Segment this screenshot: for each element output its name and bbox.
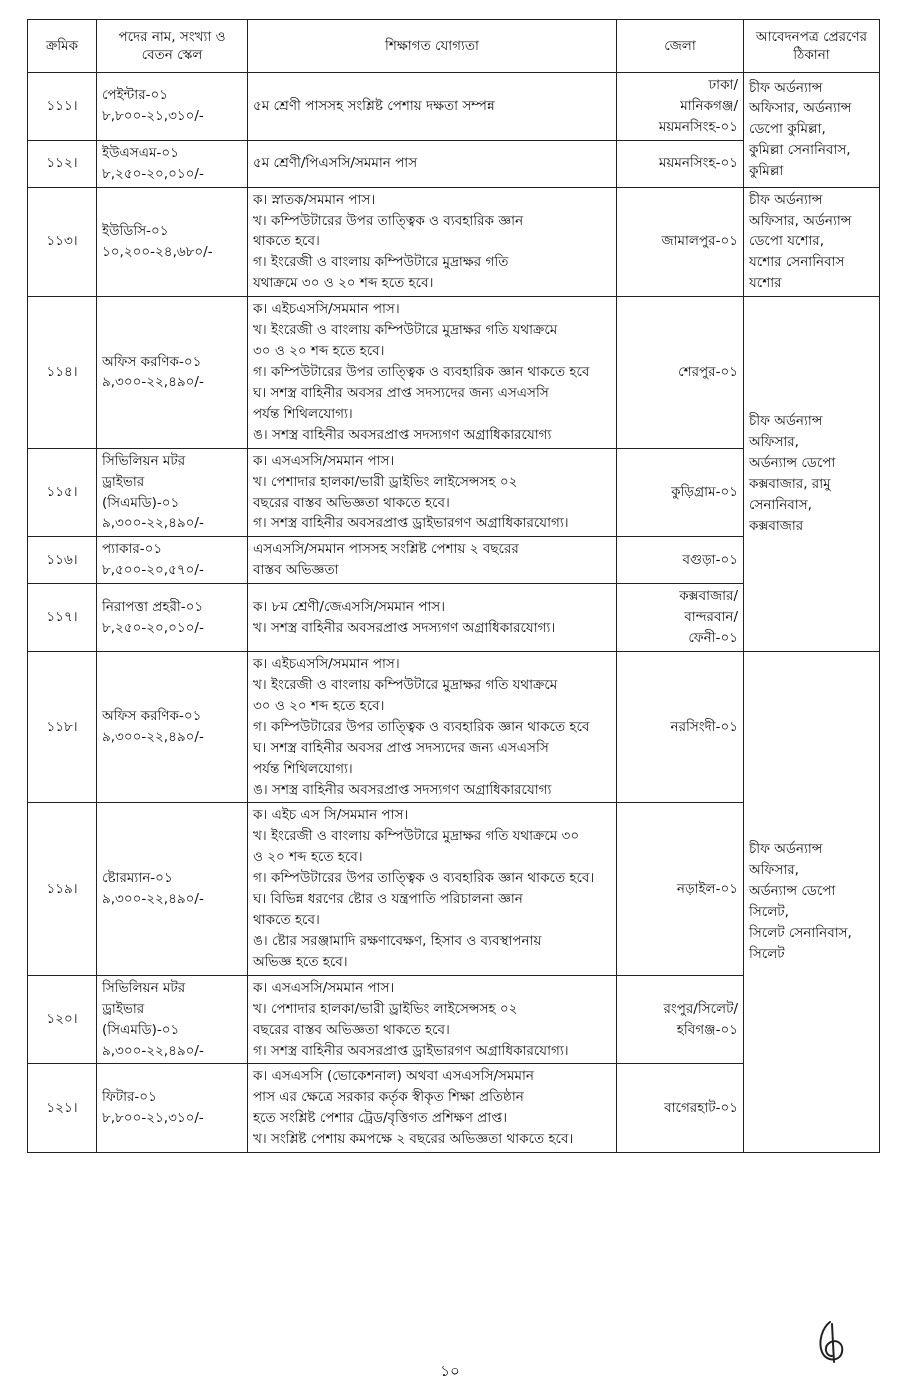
address-cell bbox=[744, 187, 880, 297]
post-cell bbox=[97, 803, 248, 975]
district-cell bbox=[617, 187, 744, 297]
district-cell-line: কক্সবাজার/ bbox=[679, 588, 738, 605]
district-cell bbox=[617, 651, 744, 802]
address-cell-line: কক্সবাজার, রামু bbox=[749, 476, 831, 493]
district-cell bbox=[617, 73, 744, 141]
post-cell bbox=[97, 537, 248, 584]
serial-cell: ১১৫। bbox=[28, 448, 97, 537]
address-cell-line: ডেপো যশোর, bbox=[749, 233, 825, 250]
qualification-cell-line: ও ২০ শব্দ হতে হবে। bbox=[253, 849, 363, 866]
post-cell bbox=[97, 187, 248, 297]
qualification-cell-line: ৫ম শ্রেণী পাসসহ সংশ্লিষ্ট পেশায় দক্ষতা সম্পন্ন bbox=[253, 97, 495, 114]
serial-cell: ১২০। bbox=[28, 975, 97, 1064]
qualification-cell bbox=[248, 584, 617, 652]
address-cell-line: অফিসার, অর্ডন্যান্স bbox=[749, 212, 852, 229]
qualification-cell-line: খ। সংশ্লিষ্ট পেশায় কমপক্ষে ২ বছরের অভিজ্ঞতা থাকতে হবে। bbox=[253, 1131, 574, 1148]
header-district: জেলা bbox=[617, 20, 744, 73]
job-table bbox=[27, 19, 880, 1153]
district-cell-line: ময়মনসিংহ-০১ bbox=[658, 118, 738, 135]
post-cell-line: সিভিলিয়ন মটর bbox=[102, 452, 186, 469]
qualification-cell-line: ৫ম শ্রেণী/পিএসসি/সমমান পাস bbox=[253, 155, 418, 172]
post-cell bbox=[97, 297, 248, 448]
table-row bbox=[28, 297, 880, 448]
qualification-cell-line: খ। কম্পিউটারের উপর তাত্ত্বিক ও ব্যবহারিক জ্ঞান bbox=[253, 212, 524, 229]
address-cell-line: যশোর সেনানিবাস bbox=[749, 254, 845, 271]
post-cell-line: নিরাপত্তা প্রহরী-০১ bbox=[102, 598, 204, 615]
qualification-cell bbox=[248, 537, 617, 584]
qualification-cell-line: ক। ৮ম শ্রেণী/জেএসসি/সমমান পাস। bbox=[253, 598, 446, 615]
qualification-cell-line: এসএসসি/সমমান পাসসহ সংশ্লিষ্ট পেশায় ২ বছরের bbox=[253, 541, 519, 558]
district-cell-line: শেরপুর-০১ bbox=[678, 363, 738, 380]
qualification-cell-line: খ। ইংরেজী ও বাংলায় কম্পিউটারে মুদ্রাক্ষর গতি যথাক্রমে ৩০ bbox=[253, 828, 580, 845]
post-cell bbox=[97, 1064, 248, 1153]
post-cell-line: (সিএমডি)-০১ bbox=[102, 1021, 180, 1038]
address-cell bbox=[744, 651, 880, 1152]
table-row bbox=[28, 73, 880, 141]
qualification-cell bbox=[248, 297, 617, 448]
post-cell-line: ৮,২৫০-২০,০১০/- bbox=[102, 619, 204, 636]
qualification-cell-line: খ। ইংরেজী ও বাংলায় কম্পিউটারে মুদ্রাক্ষর গতি যথাক্রমে bbox=[253, 322, 558, 339]
address-cell-line: সিলেট সেনানিবাস, bbox=[749, 924, 852, 941]
qualification-cell-line: ঙ। ষ্টোর সরঞ্জামাদি রক্ষণাবেক্ষণ, হিসাব ও ব্যবস্থাপনায় bbox=[253, 932, 542, 949]
post-cell-line: ইউডিসি-০১ bbox=[102, 222, 169, 239]
post-cell-line: ৮,৮০০-২১,৩১০/- bbox=[102, 1110, 204, 1127]
qualification-cell bbox=[248, 1064, 617, 1153]
address-cell-line: কুমিল্লা সেনানিবাস, bbox=[749, 142, 851, 159]
qualification-cell-line: গ। সশস্ত্র বাহিনীর অবসরপ্রাপ্ত ড্রাইভারগণ অগ্রাধিকারযোগ্য। bbox=[253, 1042, 569, 1059]
address-cell-line: কুমিল্লা bbox=[749, 163, 784, 180]
header-qualification: শিক্ষাগত যোগ্যতা bbox=[248, 20, 617, 73]
qualification-cell-line: বাস্তব অভিজ্ঞতা bbox=[253, 562, 339, 579]
qualification-cell-line: পর্যন্ত শিথিলযোগ্য। bbox=[253, 405, 353, 422]
qualification-cell-line: ক। এইচএসসি/সমমান পাস। bbox=[253, 301, 400, 318]
post-cell-line: ৮,৫০০-২০,৫৭০/- bbox=[102, 562, 204, 579]
post-cell-line: ৮,৮০০-২১,৩১০/- bbox=[102, 108, 204, 125]
post-cell-line: ৯,৩০০-২২,৪৯০/- bbox=[102, 891, 204, 908]
qualification-cell bbox=[248, 651, 617, 802]
serial-cell: ১১৯। bbox=[28, 803, 97, 975]
district-cell bbox=[617, 1064, 744, 1153]
qualification-cell-line: ক। এইচ এস সি/সমমান পাস। bbox=[253, 807, 409, 824]
address-cell-line: অফিসার, bbox=[749, 862, 799, 879]
qualification-cell-line: বছরের বাস্তব অভিজ্ঞতা থাকতে হবে। bbox=[253, 1021, 450, 1038]
qualification-cell-line: ক। এইচএসসি/সমমান পাস। bbox=[253, 655, 400, 672]
signature-mark bbox=[808, 1318, 854, 1366]
post-cell-line: ৯,৩০০-২২,৪৯০/- bbox=[102, 729, 204, 746]
table-row bbox=[28, 651, 880, 802]
serial-cell: ১১৭। bbox=[28, 584, 97, 652]
district-cell-line: বগুড়া-০১ bbox=[682, 551, 738, 568]
table-row bbox=[28, 187, 880, 297]
district-cell-line: হবিগঞ্জ-০১ bbox=[676, 1021, 738, 1038]
header-address: আবেদনপত্র প্রেরণের ঠিকানা bbox=[744, 20, 880, 73]
qualification-cell-line: থাকতে হবে। bbox=[253, 912, 320, 929]
address-cell-line: যশোর bbox=[749, 275, 782, 292]
address-cell-line: কক্সবাজার bbox=[749, 517, 804, 534]
district-cell-line: ঢাকা/ bbox=[708, 77, 738, 93]
district-cell-line: মানিকগঞ্জ/ bbox=[680, 97, 738, 114]
post-cell bbox=[97, 140, 248, 187]
qualification-cell bbox=[248, 975, 617, 1064]
header-serial: ক্রমিক bbox=[28, 20, 97, 73]
post-cell-line: ৯,৩০০-২২,৪৯০/- bbox=[102, 1042, 204, 1059]
serial-cell: ১১৩। bbox=[28, 187, 97, 297]
district-cell-line: নড়াইল-০১ bbox=[676, 880, 738, 897]
district-cell-line: ফেনী-০১ bbox=[688, 630, 738, 647]
post-cell-line: অফিস করণিক-০১ bbox=[102, 353, 202, 370]
post-cell-line: ইউএসএম-০১ bbox=[102, 144, 179, 161]
address-cell-line: চীফ অর্ডন্যান্স bbox=[749, 413, 823, 430]
post-cell-line: ড্রাইভার bbox=[102, 473, 145, 490]
district-cell-line: কুড়িগ্রাম-০১ bbox=[671, 484, 738, 501]
qualification-cell-line: গ। সশস্ত্র বাহিনীর অবসরপ্রাপ্ত ড্রাইভারগণ অগ্রাধিকারযোগ্য। bbox=[253, 515, 569, 532]
qualification-cell bbox=[248, 187, 617, 297]
qualification-cell-line: অভিজ্ঞ হতে হবে। bbox=[253, 953, 348, 970]
qualification-cell-line: গ। ইংরেজী ও বাংলায় কম্পিউটারে মুদ্রাক্ষর গতি bbox=[253, 254, 509, 271]
qualification-cell-line: ঘ। সশস্ত্র বাহিনীর অবসর প্রাপ্ত সদস্যদের জন্য এসএসসি bbox=[253, 739, 549, 756]
post-cell bbox=[97, 73, 248, 141]
qualification-cell-line: খ। পেশাদার হালকা/ভারী ড্রাইভিং লাইসেন্সসহ ০২ bbox=[253, 473, 518, 490]
qualification-cell-line: ঘ। সশস্ত্র বাহিনীর অবসর প্রাপ্ত সদস্যদের জন্য এসএসসি bbox=[253, 384, 549, 401]
qualification-cell-line: ঘ। বিভিন্ন ধরণের ষ্টোর ও যন্ত্রপাতি পরিচালনা জ্ঞান bbox=[253, 891, 523, 908]
district-cell bbox=[617, 297, 744, 448]
qualification-cell-line: ঙ। সশস্ত্র বাহিনীর অবসরপ্রাপ্ত সদস্যগণ অগ্রাধিকারযোগ্য bbox=[253, 781, 552, 798]
address-cell bbox=[744, 73, 880, 188]
district-cell-line: বাগেরহাট-০১ bbox=[664, 1099, 738, 1116]
district-cell-line: ময়মনসিংহ-০১ bbox=[658, 155, 738, 172]
qualification-cell-line: পাস এর ক্ষেত্রে সরকার কর্তৃক স্বীকৃত শিক্ষা প্রতিষ্ঠান bbox=[253, 1089, 524, 1106]
qualification-cell bbox=[248, 803, 617, 975]
qualification-cell-line: বছরের বাস্তব অভিজ্ঞতা থাকতে হবে। bbox=[253, 494, 450, 511]
address-cell bbox=[744, 297, 880, 652]
post-cell-line: ৯,৩০০-২২,৪৯০/- bbox=[102, 374, 204, 391]
post-cell-line: ১০,২০০-২৪,৬৮০/- bbox=[102, 243, 213, 260]
qualification-cell-line: গ। কম্পিউটারের উপর তাত্ত্বিক ও ব্যবহারিক জ্ঞান থাকতে হবে bbox=[253, 718, 590, 735]
post-cell-line: (সিএমডি)-০১ bbox=[102, 494, 180, 511]
address-cell-line: চীফ অর্ডন্যান্স bbox=[749, 79, 823, 96]
post-cell bbox=[97, 584, 248, 652]
serial-cell: ১১২। bbox=[28, 140, 97, 187]
address-cell-line: অর্ডন্যান্স ডেপো bbox=[749, 455, 836, 472]
qualification-cell-line: ক। স্নাতক/সমমান পাস। bbox=[253, 191, 376, 208]
qualification-cell-line: হতে সংশ্লিষ্ট পেশার ট্রেড/বৃত্তিগত প্রশিক্ষণ প্রাপ্ত। bbox=[253, 1110, 508, 1127]
qualification-cell-line: ৩০ ও ২০ শব্দ হতে হবে। bbox=[253, 697, 385, 714]
qualification-cell bbox=[248, 448, 617, 537]
qualification-cell-line: ৩০ ও ২০ শব্দ হতে হবে। bbox=[253, 343, 385, 360]
district-cell-line: রংপুর/সিলেট/ bbox=[663, 1000, 738, 1017]
address-cell-line: ডেপো কুমিল্লা, bbox=[749, 121, 826, 138]
district-cell-line: বান্দরবান/ bbox=[684, 609, 738, 626]
serial-cell: ১১১। bbox=[28, 73, 97, 141]
address-cell-line: চীফ অর্ডন্যান্স bbox=[749, 191, 823, 208]
post-cell-line: ৯,৩০০-২২,৪৯০/- bbox=[102, 515, 204, 532]
district-cell bbox=[617, 448, 744, 537]
address-cell-line: চীফ অর্ডন্যান্স bbox=[749, 841, 823, 858]
qualification-cell-line: ক। এসএসসি/সমমান পাস। bbox=[253, 979, 395, 996]
address-cell-line: সেনানিবাস, bbox=[749, 497, 812, 514]
page-number: ১০ bbox=[440, 1362, 460, 1380]
district-cell bbox=[617, 975, 744, 1064]
qualification-cell-line: ক। এসএসসি/সমমান পাস। bbox=[253, 452, 395, 469]
post-cell bbox=[97, 975, 248, 1064]
qualification-cell-line: পর্যন্ত শিথিলযোগ্য। bbox=[253, 760, 353, 777]
district-cell-line: নরসিংদী-০১ bbox=[670, 718, 738, 735]
post-cell-line: প্যাকার-০১ bbox=[102, 541, 163, 558]
address-cell-line: সিলেট bbox=[749, 945, 785, 962]
district-cell bbox=[617, 584, 744, 652]
serial-cell: ১১৪। bbox=[28, 297, 97, 448]
address-cell-line: সিলেট, bbox=[749, 904, 789, 921]
post-cell-line: পেইন্টার-০১ bbox=[102, 87, 169, 104]
serial-cell: ১১৬। bbox=[28, 537, 97, 584]
qualification-cell-line: থাকতে হবে। bbox=[253, 233, 320, 250]
serial-cell: ১২১। bbox=[28, 1064, 97, 1153]
district-cell-line: জামালপুর-০১ bbox=[661, 233, 738, 250]
qualification-cell-line: ঙ। সশস্ত্র বাহিনীর অবসরপ্রাপ্ত সদস্যগণ অগ্রাধিকারযোগ্য bbox=[253, 426, 552, 443]
district-cell bbox=[617, 140, 744, 187]
post-cell-line: ষ্টোরম্যান-০১ bbox=[102, 870, 173, 887]
post-cell bbox=[97, 448, 248, 537]
post-cell-line: ফিটার-০১ bbox=[102, 1089, 157, 1106]
table-body bbox=[28, 73, 880, 1153]
post-cell-line: ড্রাইভার bbox=[102, 1000, 145, 1017]
qualification-cell-line: খ। সশস্ত্র বাহিনীর অবসরপ্রাপ্ত সদস্যগণ অগ্রাধিকারযোগ্য। bbox=[253, 619, 556, 636]
qualification-cell-line: যথাক্রমে ৩০ ও ২০ শব্দ হতে হবে। bbox=[253, 275, 434, 292]
qualification-cell-line: ক। এসএসসি (ভোকেশনাল) অথবা এসএসসি/সমমান bbox=[253, 1068, 534, 1085]
post-cell-line: অফিস করণিক-০১ bbox=[102, 708, 202, 725]
qualification-cell-line: গ। কম্পিউটারের উপর তাত্ত্বিক ও ব্যবহারিক জ্ঞান থাকতে হবে bbox=[253, 363, 590, 380]
address-cell-line: অফিসার, অর্ডন্যান্স bbox=[749, 100, 852, 117]
district-cell bbox=[617, 803, 744, 975]
qualification-cell bbox=[248, 73, 617, 141]
post-cell-line: ৮,২৫০-২০,০১০/- bbox=[102, 165, 204, 182]
qualification-cell bbox=[248, 140, 617, 187]
qualification-cell-line: গ। কম্পিউটারের উপর তাত্ত্বিক ও ব্যবহারিক জ্ঞান থাকতে হবে। bbox=[253, 870, 595, 887]
serial-cell: ১১৮। bbox=[28, 651, 97, 802]
post-cell-line: সিভিলিয়ন মটর bbox=[102, 979, 186, 996]
header-post: পদের নাম, সংখ্যা ও বেতন স্কেল bbox=[97, 20, 248, 73]
qualification-cell-line: খ। পেশাদার হালকা/ভারী ড্রাইভিং লাইসেন্সসহ ০২ bbox=[253, 1000, 518, 1017]
district-cell bbox=[617, 537, 744, 584]
address-cell-line: অফিসার, bbox=[749, 434, 799, 451]
qualification-cell-line: খ। ইংরেজী ও বাংলায় কম্পিউটারে মুদ্রাক্ষর গতি যথাক্রমে bbox=[253, 676, 558, 693]
post-cell bbox=[97, 651, 248, 802]
address-cell-line: অর্ডন্যান্স ডেপো bbox=[749, 883, 836, 900]
table-header-row bbox=[28, 20, 880, 73]
